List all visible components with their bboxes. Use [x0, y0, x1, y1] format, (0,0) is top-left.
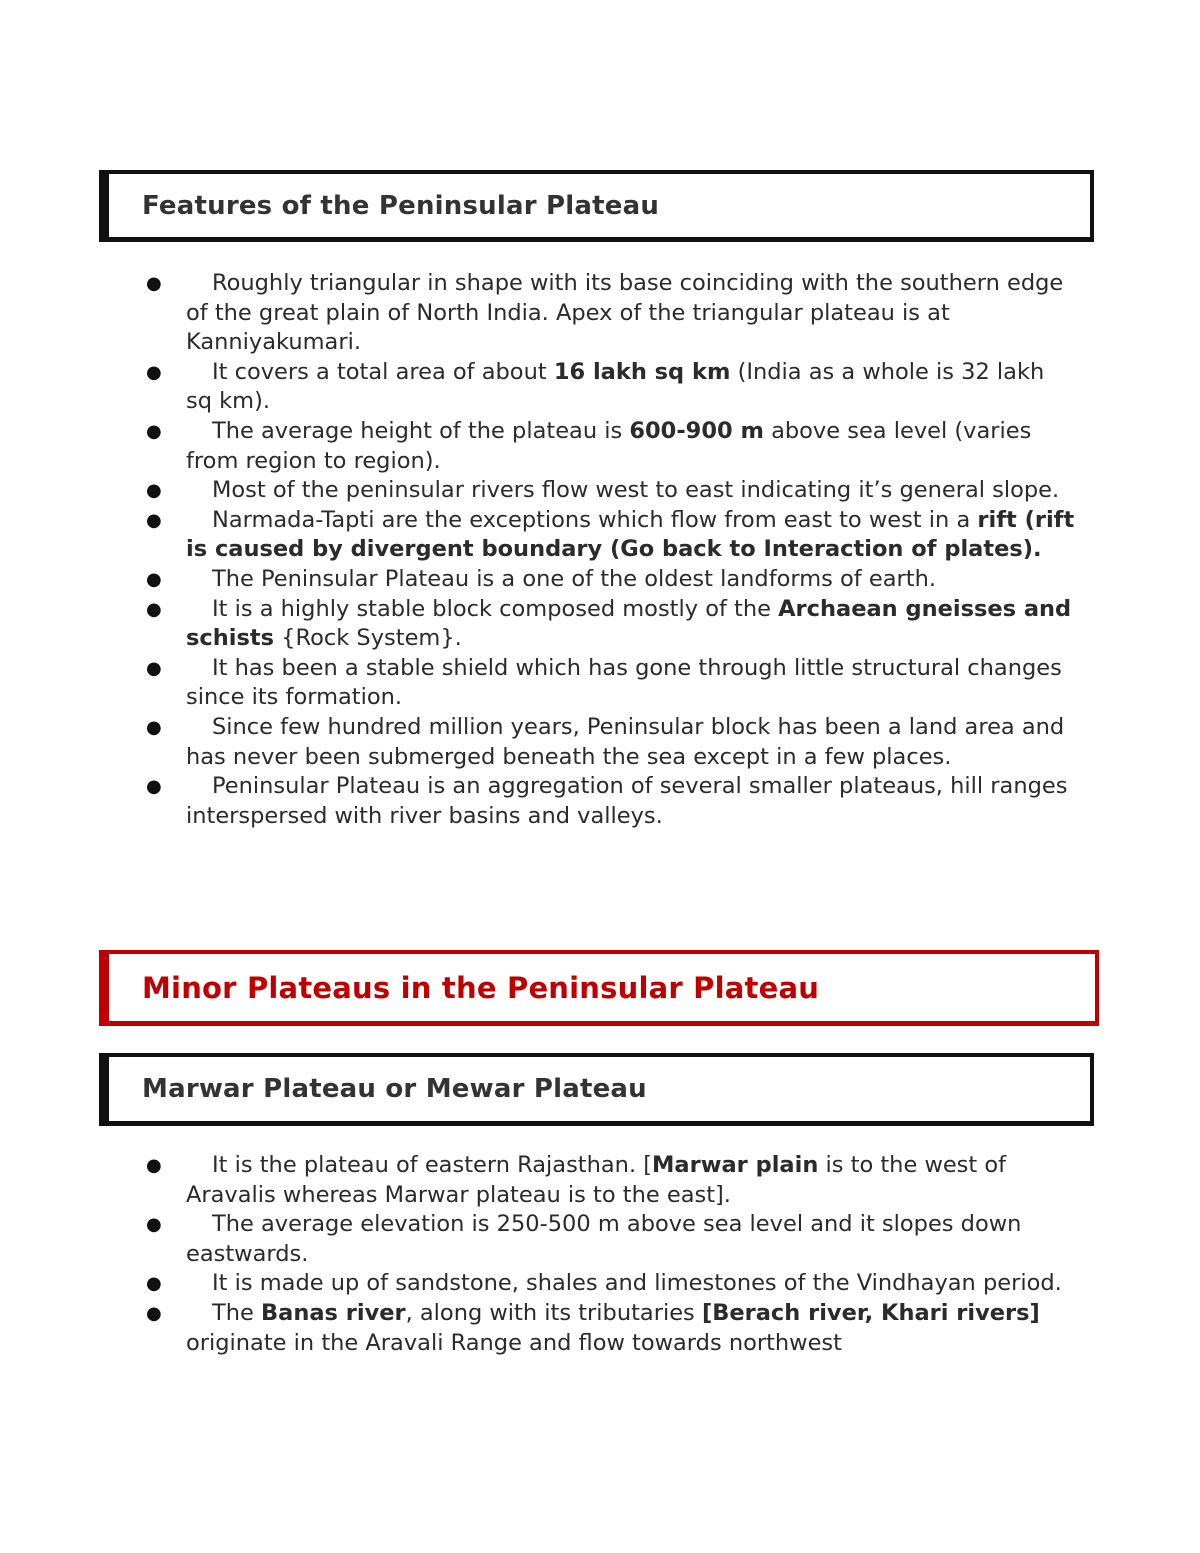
- item-text: originate in the Aravali Range and flow towards northwest: [186, 1329, 842, 1356]
- features-list: [146, 269, 1076, 831]
- bold-text: Marwar plain: [652, 1152, 819, 1178]
- item-text: Most of the peninsular rivers flow west to east indicating it’s general slope.: [212, 477, 1060, 504]
- item-text: It is made up of sandstone, shales and limestones of the Vindhayan period.: [212, 1270, 1062, 1297]
- item-text: {Rock System}.: [274, 625, 462, 652]
- item-text: Since few hundred million years, Peninsular block has been a land area and has never been submerged beneath the sea except in a few places.: [186, 713, 1065, 770]
- heading-marwar-text: Marwar Plateau or Mewar Plateau: [142, 1074, 647, 1104]
- list-item: [146, 565, 1076, 595]
- list-item: [146, 1299, 1076, 1358]
- list-item: [146, 772, 1076, 831]
- item-text: Roughly triangular in shape with its base coinciding with the southern edge of the great plain of North India. Apex of the triangular plateau is at Kanniyakumari.: [186, 270, 1064, 356]
- bold-text: rift (rift is caused by divergent boundary (Go back to Interaction of plates).: [186, 506, 1075, 563]
- list-item: [146, 269, 1076, 358]
- heading-minor-plateaus-text: Minor Plateaus in the Peninsular Plateau: [142, 970, 820, 1005]
- bullet-icon: ●: [146, 568, 162, 590]
- item-text: (India as a whole is 32 lakh sq km).: [186, 358, 1045, 415]
- bullet-icon: ●: [146, 776, 162, 798]
- item-text: , along with its tributaries: [405, 1299, 702, 1326]
- marwar-list: [146, 1151, 1076, 1358]
- item-text: The: [212, 1299, 261, 1326]
- bullet-icon: ●: [146, 509, 162, 531]
- list-item: [146, 506, 1076, 565]
- item-text: It covers a total area of about: [212, 358, 554, 385]
- bullet-icon: ●: [146, 1273, 162, 1295]
- heading-features: [99, 170, 1094, 242]
- bullet-icon: ●: [146, 657, 162, 679]
- bullet-icon: ●: [146, 361, 162, 383]
- list-item: [146, 417, 1076, 476]
- bold-text: Archaean gneisses and schists: [186, 595, 1072, 652]
- list-item: [146, 1210, 1076, 1269]
- list-item: [146, 1269, 1076, 1299]
- item-text: It is the plateau of eastern Rajasthan. [: [212, 1152, 653, 1178]
- item-text: Narmada-Tapti are the exceptions which flow from east to west in a: [212, 506, 978, 533]
- item-text: The average elevation is 250-500 m above sea level and it slopes down eastwards.: [186, 1211, 1022, 1267]
- item-text: The Peninsular Plateau is a one of the oldest landforms of earth.: [212, 565, 936, 592]
- bullet-icon: ●: [146, 273, 162, 294]
- bold-text: [Berach river, Khari rivers]: [701, 1299, 1040, 1326]
- item-text: It is a highly stable block composed mostly of the: [212, 595, 779, 622]
- list-item: [146, 358, 1076, 417]
- heading-minor-plateaus: [99, 950, 1099, 1026]
- list-item: [146, 713, 1076, 772]
- bold-text: 16 lakh sq km: [553, 358, 731, 385]
- heading-marwar: [99, 1053, 1094, 1126]
- bullet-icon: ●: [146, 598, 162, 620]
- list-item: [146, 595, 1076, 654]
- bold-text: Banas river: [261, 1299, 406, 1326]
- item-text: is to the west of Aravalis whereas Marwar plateau is to the east].: [186, 1152, 1007, 1208]
- list-item: [146, 476, 1076, 506]
- heading-features-text: Features of the Peninsular Plateau: [142, 190, 660, 221]
- item-text: Peninsular Plateau is an aggregation of several smaller plateaus, hill ranges interspersed with river basins and valleys.: [186, 773, 1068, 829]
- bullet-icon: ●: [146, 1302, 162, 1324]
- list-item: [146, 1151, 1076, 1210]
- item-text: above sea level (varies from region to region).: [186, 417, 1032, 474]
- list-item: [146, 654, 1076, 713]
- item-text: It has been a stable shield which has gone through little structural changes since its formation.: [186, 654, 1062, 711]
- item-text: The average height of the plateau is: [212, 417, 630, 444]
- bullet-icon: ●: [146, 480, 162, 502]
- bullet-icon: ●: [146, 716, 162, 738]
- bold-text: 600-900 m: [629, 417, 764, 444]
- bullet-icon: ●: [146, 420, 162, 442]
- bullet-icon: ●: [146, 1214, 162, 1236]
- bullet-icon: ●: [146, 1155, 162, 1176]
